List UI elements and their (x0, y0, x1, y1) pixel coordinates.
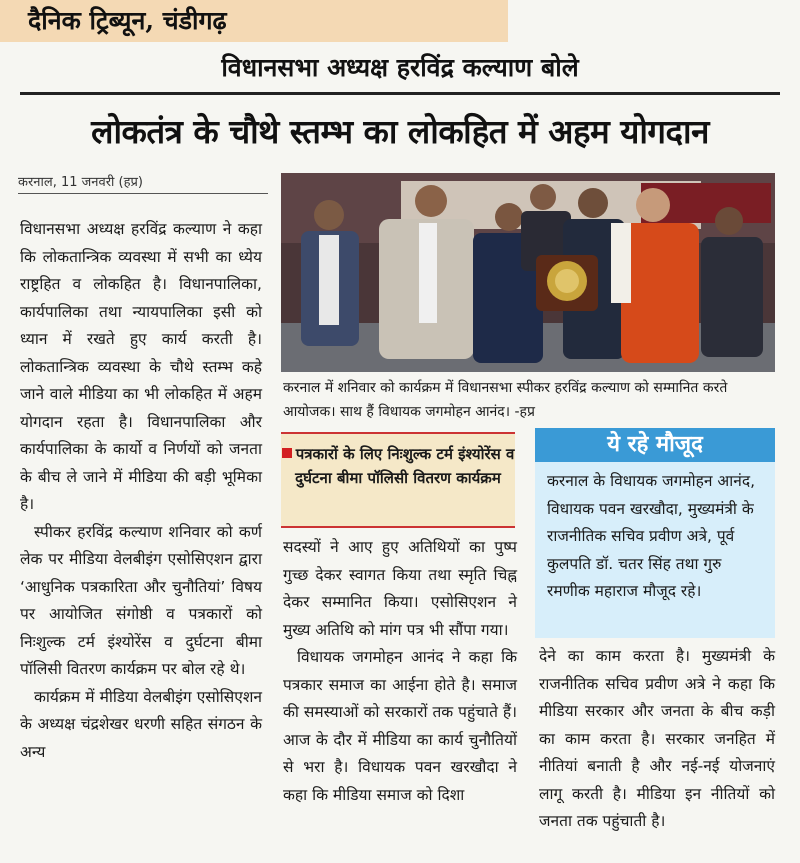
newspaper-masthead: दैनिक ट्रिब्यून, चंडीगढ़ (0, 0, 508, 42)
column2-paragraph-1: सदस्यों ने आए हुए अतिथियों का पुष्प गुच्छ देकर स्वागत किया तथा स्मृति चिह्न देकर सम्मानित किया। एसोसिएशन ने मुख्य अतिथि को मांग पत्र भी सौंपा गया। (283, 538, 517, 639)
article-column-1 (20, 216, 262, 766)
main-headline: लोकतंत्र के चौथे स्तम्भ का लोकहित में अहम योगदान (91, 112, 709, 151)
dateline: करनाल, 11 जनवरी (हप्र) (18, 175, 143, 190)
present-box-text: करनाल के विधायक जगमोहन आनंद, विधायक पवन खरखौदा, मुख्यमंत्री के राजनीतिक सचिव प्रवीण अत्रे, पूर्व कुलपति डॉ. चतर सिंह तथा गुरु रमणीक महाराज मौजूद रहे। (547, 472, 756, 600)
memento-trophy (536, 255, 598, 311)
bullet-square-icon (282, 448, 292, 458)
kicker-headline: विधानसभा अध्यक्ष हरविंद्र कल्याण बोले (221, 53, 579, 82)
subhead-box (281, 432, 515, 528)
column3-paragraph-1: देने का काम करता है। मुख्यमंत्री के राजनीतिक सचिव प्रवीण अत्रे ने कहा कि मीडिया सरकार और जनता के बीच कड़ी का काम करता है। सरकार जनहित में नीतियां बनाती है और नई-नई योजनाएं लागू करती है। मीडिया इन नीतियों को जनता तक पहुंचाती है। (539, 647, 775, 830)
photo-caption: करनाल में शनिवार को कार्यक्रम में विधानसभा स्पीकर हरविंद्र कल्याण को सम्मानित करते आयोजक। साथ हैं विधायक जगमोहन आनंद। -हप्र (283, 380, 728, 420)
article-column-2 (283, 534, 517, 809)
top-strip (530, 0, 800, 6)
column2-paragraph-2: विधायक जगमोहन आनंद ने कहा कि पत्रकार समाज का आईना होते है। समाज की समस्याओं को सरकारों तक पहुंचाते हैं। आज के दौर में मीडिया का कार्य चुनौतियों से भरा है। विधायक पवन खरखौदा ने कहा कि मीडिया समाज को दिशा (283, 648, 517, 804)
dateline-rule (18, 193, 268, 194)
headline-rule (20, 92, 780, 95)
article-column-3 (539, 643, 775, 836)
column1-paragraph-1: विधानसभा अध्यक्ष हरविंद्र कल्याण ने कहा कि लोकतान्त्रिक व्यवस्था में सभी का ध्येय राष्ट्रहित व लोकहित है। विधानपालिका, कार्यपालिका तथा न्यायपालिका इसी को ध्यान में रखते हुए कार्य करती है। लोकतान्त्रिक व्यवस्था के चौथे स्तम्भ कहे जाने वाले मीडिया का भी लोकहित में अहम योगदान रहता है। विधानपालिका और कार्यपालिका के कार्यो व निर्णयों को जनता के बीच ले जाने में मीडिया की बड़ी भूमिका है। (20, 220, 262, 513)
present-box-title: ये रहे मौजूद (535, 428, 775, 462)
column1-paragraph-3: कार्यक्रम में मीडिया वेलबीइंग एसोसिएशन के अध्यक्ष चंद्रशेखर धरणी सहित संगठन के अन्य (20, 687, 262, 761)
present-box (535, 428, 775, 638)
column1-paragraph-2: स्पीकर हरविंद्र कल्याण शनिवार को कर्ण लेक पर मीडिया वेलबीइंग एसोसिएशन द्वारा ‘आधुनिक पत्रकारिता और चुनौतियां’ विषय पर आयोजित संगोष्ठी व पत्रकारों को निःशुल्क टर्म इंश्योरेंस व दुर्घटना बीमा पॉलिसी वितरण कार्यक्रम पर बोल रहे थे। (20, 522, 262, 678)
event-photo-illustration (281, 173, 775, 372)
event-photo (281, 173, 775, 372)
subhead-text: पत्रकारों के लिए निःशुल्क टर्म इंश्योरेंस व दुर्घटना बीमा पॉलिसी वितरण कार्यक्रम (295, 445, 515, 487)
